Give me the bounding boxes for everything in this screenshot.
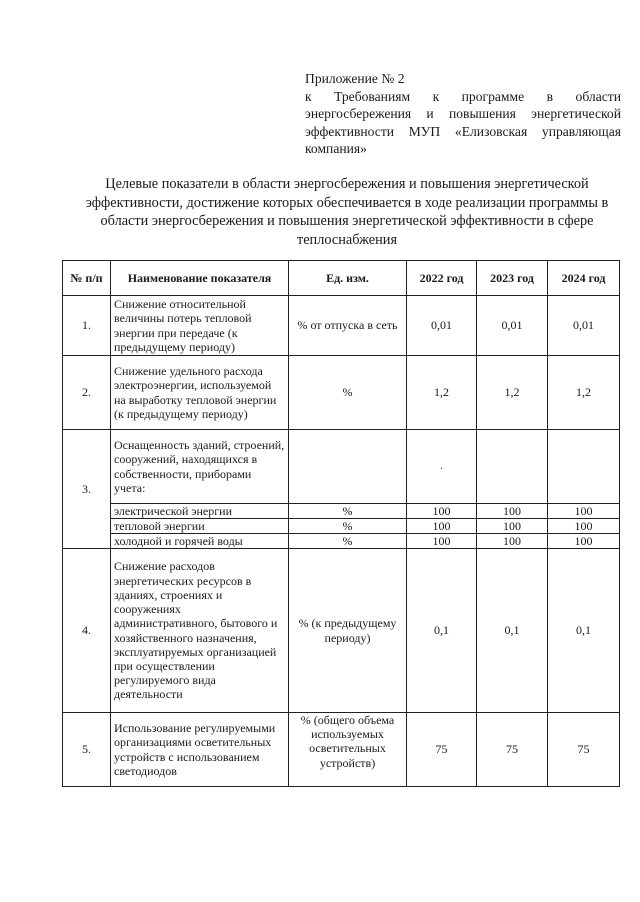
stray-dot: .	[440, 461, 443, 473]
subrow-value-2024: 100	[548, 534, 620, 549]
row-unit: %	[289, 356, 407, 430]
subrow-unit: %	[289, 504, 407, 519]
row-value-2024: 0,1	[548, 549, 620, 713]
row-name: Снижение удельного расхода электроэнергии, используемой на выработку тепловой энергии (к предыдущему периоду)	[111, 356, 289, 430]
row-value-2022: 0,1	[407, 549, 477, 713]
subrow-value-2024: 100	[548, 519, 620, 534]
subrow-unit: %	[289, 534, 407, 549]
subrow-value-2022: 100	[407, 519, 477, 534]
header-name: Наименование показателя	[111, 261, 289, 296]
table-subrow	[63, 504, 620, 519]
indicators-table	[62, 260, 620, 787]
subrow-name: электрической энергии	[111, 504, 289, 519]
subrow-unit: %	[289, 519, 407, 534]
row-value-2023: 0,01	[477, 296, 548, 356]
subrow-value-2023: 100	[477, 519, 548, 534]
table-row	[63, 430, 620, 504]
header-num: № п/п	[63, 261, 111, 296]
row-name: Оснащенность зданий, строений, сооружений, находящихся в собственности, приборами учета:	[111, 430, 289, 504]
header-2022: 2022 год	[407, 261, 477, 296]
row-value-2022: 75	[407, 713, 477, 787]
row-value-2024: 0,01	[548, 296, 620, 356]
table-row	[63, 549, 620, 713]
row-num: 3.	[63, 430, 111, 549]
appendix-title: Приложение № 2	[305, 71, 405, 86]
row-unit: % (к предыдущему периоду)	[289, 549, 407, 713]
subrow-value-2024: 100	[548, 504, 620, 519]
table-subrow	[63, 534, 620, 549]
subrow-name: холодной и горячей воды	[111, 534, 289, 549]
row-value-2023: 0,1	[477, 549, 548, 713]
header-unit: Ед. изм.	[289, 261, 407, 296]
table-subrow	[63, 519, 620, 534]
row-value-2024: 1,2	[548, 356, 620, 430]
row-name: Снижение относительной величины потерь тепловой энергии при передаче (к предыдущему периоду)	[111, 296, 289, 356]
row-num: 5.	[63, 713, 111, 787]
table-row	[63, 296, 620, 356]
row-name: Использование регулируемыми организациями осветительных устройств с использованием светодиодов	[111, 713, 289, 787]
row-value-2024: 75	[548, 713, 620, 787]
row-num: 2.	[63, 356, 111, 430]
row-num: 4.	[63, 549, 111, 713]
table-row	[63, 713, 620, 787]
subrow-value-2022: 100	[407, 504, 477, 519]
row-value-2022: 0,01	[407, 296, 477, 356]
subrow-value-2022: 100	[407, 534, 477, 549]
row-unit: % (общего объема используемых осветительных устройств)	[289, 713, 407, 787]
row-num: 1.	[63, 296, 111, 356]
header-2024: 2024 год	[548, 261, 620, 296]
row-name: Снижение расходов энергетических ресурсов в зданиях, строениях и сооружениях административного, бытового и хозяйственного назначения, эксплуатируемых организацией при осуществлении регулируемого вида деятельности	[111, 549, 289, 713]
header-2023: 2023 год	[477, 261, 548, 296]
subrow-name: тепловой энергии	[111, 519, 289, 534]
document-heading: Целевые показатели в области энергосбережения и повышения энергетической эффективности, достижение которых обеспечивается в ходе реализации программы в области энергосбережения и повышения энергетической эффективности в сфере теплоснабжения	[85, 176, 609, 248]
appendix-text: к Требованиям к программе в области энергосбережения и повышения энергетической эффективности МУП «Елизовская управляющая компания»	[305, 88, 621, 156]
appendix-block	[305, 70, 621, 158]
subrow-value-2023: 100	[477, 534, 548, 549]
row-value-2022: 1,2	[407, 356, 477, 430]
subrow-value-2023: 100	[477, 504, 548, 519]
row-unit: % от отпуска в сеть	[289, 296, 407, 356]
table-row	[63, 356, 620, 430]
row-value-2023: 1,2	[477, 356, 548, 430]
row-value-2023: 75	[477, 713, 548, 787]
table-header-row	[63, 261, 620, 296]
